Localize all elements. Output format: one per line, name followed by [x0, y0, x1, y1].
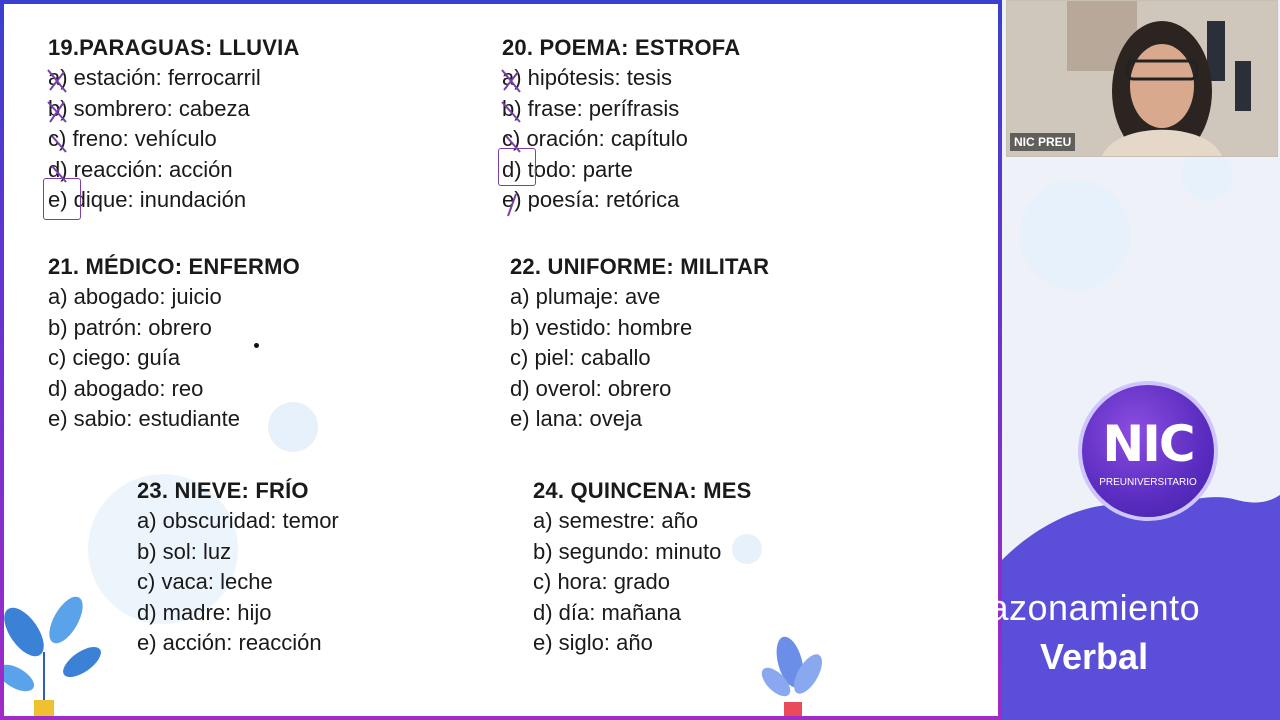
subject-title-line1: Razonamiento: [962, 587, 1201, 628]
question-19: [48, 33, 300, 216]
option-a[interactable]: a) estación: ferrocarril: [48, 65, 261, 90]
plant-right-icon: [760, 632, 830, 716]
option-d[interactable]: d) reacción: acción: [48, 156, 233, 182]
option-a[interactable]: a) hipótesis: tesis: [502, 65, 672, 90]
option-b[interactable]: b) sol: luz: [137, 538, 232, 564]
option-a[interactable]: a) abogado: juicio: [48, 284, 222, 309]
plant-left-icon: [4, 592, 104, 716]
question-title: 19.PARAGUAS: LLUVIA: [48, 35, 300, 60]
option-d[interactable]: d) día: mañana: [533, 599, 681, 625]
brand-logo: [1082, 385, 1214, 517]
option-a[interactable]: a) plumaje: ave: [510, 284, 661, 309]
option-c[interactable]: c) ciego: guía: [48, 345, 181, 371]
option-c[interactable]: c) hora: grado: [533, 569, 670, 595]
option-e[interactable]: e) siglo: año: [533, 630, 653, 656]
webcam-feed[interactable]: [1006, 0, 1278, 157]
option-a[interactable]: a) semestre: año: [533, 508, 699, 533]
option-d[interactable]: d) todo: parte: [502, 156, 633, 182]
option-c[interactable]: c) piel: caballo: [510, 345, 651, 371]
option-e[interactable]: e) sabio: estudiante: [48, 406, 241, 432]
question-23: [137, 476, 339, 659]
question-title: 24. QUINCENA: MES: [533, 478, 752, 503]
option-b[interactable]: b) sombrero: cabeza: [48, 95, 250, 121]
option-d[interactable]: d) abogado: reo: [48, 375, 204, 401]
strike-marks-q20: [498, 66, 538, 226]
option-b[interactable]: b) patrón: obrero: [48, 314, 212, 340]
option-b[interactable]: b) segundo: minuto: [533, 538, 722, 564]
option-e[interactable]: e) dique: inundación: [48, 187, 247, 213]
selected-answer-box: [498, 148, 536, 186]
option-a[interactable]: a) obscuridad: temor: [137, 508, 339, 533]
subject-title-line2: Verbal: [1040, 636, 1149, 677]
option-b[interactable]: b) vestido: hombre: [510, 314, 693, 340]
question-title: 23. NIEVE: FRÍO: [137, 478, 309, 503]
option-e[interactable]: e) acción: reacción: [137, 630, 322, 656]
logo-text: NIC: [1102, 415, 1194, 473]
slide: [4, 4, 998, 716]
question-22: [510, 252, 769, 435]
participant-name-label: NIC PREU: [1010, 133, 1075, 151]
question-24: [533, 476, 752, 659]
pointer-dot: [254, 343, 259, 348]
option-b[interactable]: b) frase: perífrasis: [502, 95, 680, 121]
question-title: 22. UNIFORME: MILITAR: [510, 254, 770, 279]
option-c[interactable]: c) freno: vehículo: [48, 126, 217, 152]
option-c[interactable]: c) vaca: leche: [137, 569, 273, 595]
logo-subtitle: PREUNIVERSITARIO: [1099, 477, 1197, 488]
question-title: 20. POEMA: ESTROFA: [502, 35, 741, 60]
option-e[interactable]: e) lana: oveja: [510, 406, 643, 432]
question-title: 21. MÉDICO: ENFERMO: [48, 254, 300, 279]
question-21: [48, 252, 300, 435]
option-c[interactable]: c) oración: capítulo: [502, 126, 688, 152]
option-e[interactable]: e) poesía: retórica: [502, 187, 680, 213]
selected-answer-box: [43, 178, 81, 220]
option-d[interactable]: d) madre: hijo: [137, 599, 272, 625]
option-d[interactable]: d) overol: obrero: [510, 375, 672, 401]
